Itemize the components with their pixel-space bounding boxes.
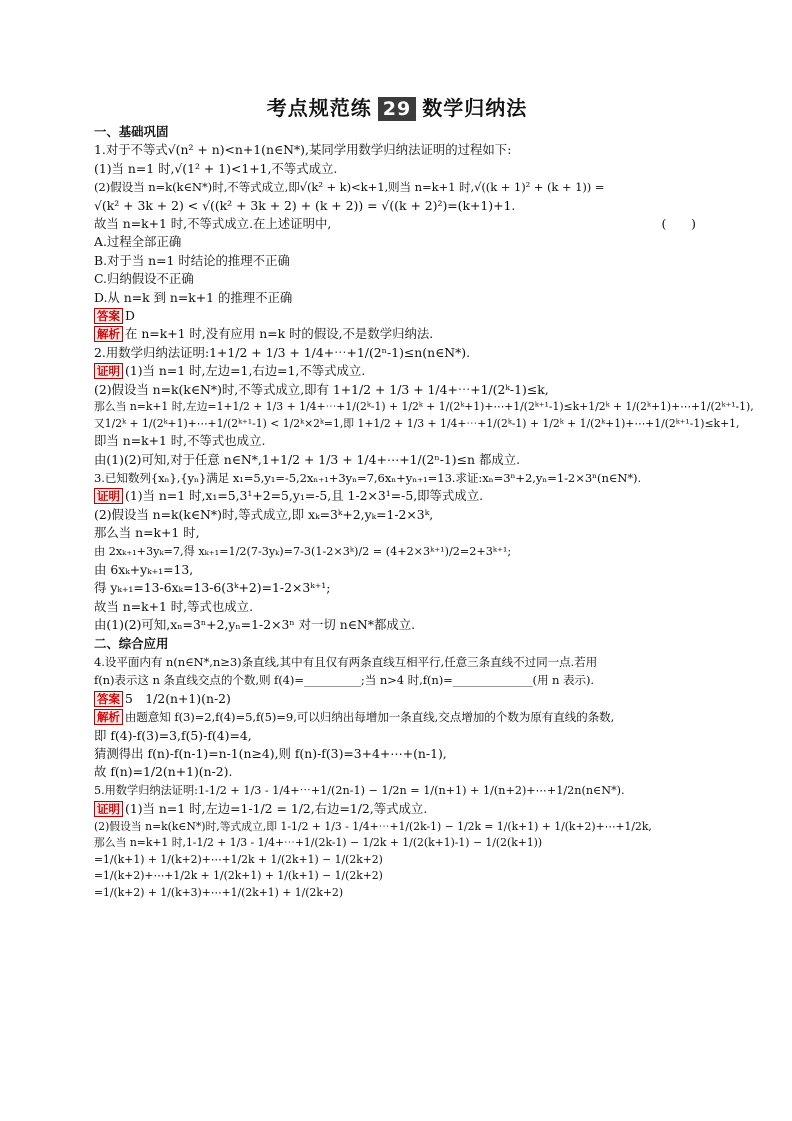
q3-line-2-text: (1)当 n=1 时,x₁=5,3¹+2=5,y₁=-5,且 1-2×3¹=-5,即等式成立. — [125, 488, 484, 504]
q3-line-9: 由(1)(2)可知,xₙ=3ⁿ+2,yₙ=1-2×3ⁿ 对一切 n∈N*都成立. — [94, 617, 416, 633]
option-b: B.对于当 n=1 时结论的推理不正确 — [94, 252, 290, 268]
q1-analysis-text: 在 n=k+1 时,没有应用 n=k 时的假设,不是数学归纳法. — [125, 326, 434, 342]
q3-line-2 — [94, 487, 700, 505]
option-a: A.过程全部正确 — [94, 234, 182, 250]
analysis-tag: 解析 — [94, 326, 123, 342]
q3-line-1: 3.已知数列{xₙ},{yₙ}满足 x₁=5,y₁=-5,2xₙ₊₁+3yₙ=7,6xₙ+yₙ₊₁=13.求证:xₙ=3ⁿ+2,yₙ=1-2×3ⁿ(n∈N*). — [94, 470, 642, 485]
q3-line-7: 得 yₖ₊₁=13-6xₖ=13-6(3ᵏ+2)=1-2×3ᵏ⁺¹; — [94, 580, 331, 596]
q3-line-5: 由 2xₖ₊₁+3yₖ=7,得 xₖ₊₁=1/2(7-3yₖ)=7-3(1-2×3ᵏ)/2 = (4+2×3ᵏ⁺¹)/2=2+3ᵏ⁺¹; — [94, 544, 512, 558]
question-3 — [94, 469, 700, 635]
q4-answer — [94, 690, 700, 708]
question-5 — [94, 782, 700, 901]
q5-line-4: 那么当 n=k+1 时,1-1/2 + 1/3 - 1/4+⋯+1/(2k-1) − 1/2k + 1/(2(k+1)-1) − 1/(2(k+1)) — [94, 836, 543, 850]
question-1 — [94, 141, 700, 343]
q1-line-5 — [94, 215, 700, 233]
q2-line-7: 由(1)(2)可知,对于任意 n∈N*,1+1/2 + 1/3 + 1/4+⋯+1/(2ⁿ-1)≤n 都成立. — [94, 451, 521, 467]
question-4 — [94, 653, 700, 782]
section-heading-comprehensive: 二、综合应用 — [94, 635, 169, 651]
title-number-badge: 29 — [378, 97, 416, 121]
q2-line-2-text: (1)当 n=1 时,左边=1,右边=1,不等式成立. — [125, 363, 366, 379]
q1-line-3: (2)假设当 n=k(k∈N*)时,不等式成立,即√(k² + k)<k+1,则当 n=k+1 时,√((k + 1)² + (k + 1)) = — [94, 180, 605, 195]
q5-line-3: (2)假设当 n=k(k∈N*)时,等式成立,即 1-1/2 + 1/3 - 1/4+⋯+1/(2k-1) − 1/2k = 1/(k+1) + 1/(k+2)+⋯+1/2k, — [94, 819, 652, 833]
q2-line-3: (2)假设当 n=k(k∈N*)时,不等式成立,即有 1+1/2 + 1/3 + 1/4+⋯+1/(2ᵏ-1)≤k, — [94, 381, 549, 397]
q2-line-2 — [94, 362, 700, 380]
q4-line-1: 4.设平面内有 n(n∈N*,n≥3)条直线,其中有且仅有两条直线互相平行,任意三条直线不过同一点.若用 — [94, 654, 598, 669]
q1-line-5-text: 故当 n=k+1 时,不等式成立.在上述证明中, — [94, 216, 332, 232]
q1-line-1: 1.对于不等式√(n² + n)<n+1(n∈N*),某同学用数学归纳法证明的过程如下: — [94, 142, 512, 158]
q5-line-2-text: (1)当 n=1 时,左边=1-1/2 = 1/2,右边=1/2,等式成立. — [125, 801, 428, 817]
q1-line-2: (1)当 n=1 时,√(1² + 1)<1+1,不等式成立. — [94, 160, 338, 176]
proof-tag: 证明 — [94, 488, 123, 504]
q3-line-4: 那么当 n=k+1 时, — [94, 525, 200, 541]
q5-line-6: =1/(k+2)+⋯+1/2k + 1/(2k+1) + 1/(k+1) − 1/(2k+2) — [94, 869, 383, 883]
q1-line-4: √(k² + 3k + 2) < √((k² + 3k + 2) + (k + 2)) = √((k + 2)²)=(k+1)+1. — [94, 197, 516, 213]
q2-line-6: 即当 n=k+1 时,不等式也成立. — [94, 433, 266, 449]
q4-answer-value: 5 1/2(n+1)(n-2) — [125, 690, 231, 706]
q2-line-4: 那么当 n=k+1 时,左边=1+1/2 + 1/3 + 1/4+⋯+1/(2ᵏ-1) + 1/2ᵏ + 1/(2ᵏ+1)+⋯+1/(2ᵏ⁺¹-1)≤k+1/2ᵏ + 1/(2ᵏ+1)+⋯+1/(2ᵏ⁺¹-1), — [94, 400, 754, 414]
q3-line-6: 由 6xₖ+yₖ₊₁=13, — [94, 561, 194, 577]
q4-line-2: f(n)表示这 n 条直线交点的个数,则 f(4)=__________;当 n>4 时,f(n)=______________(用 n 表示). — [94, 673, 594, 688]
proof-tag: 证明 — [94, 801, 123, 817]
q4-line-4: 即 f(4)-f(3)=3,f(5)-f(4)=4, — [94, 727, 252, 743]
q1-answer-value: D — [125, 308, 135, 324]
option-d: D.从 n=k 到 n=k+1 的推理不正确 — [94, 289, 293, 305]
answer-tag: 答案 — [94, 691, 123, 707]
q4-line-6: 故 f(n)=1/2(n+1)(n-2). — [94, 764, 233, 780]
proof-tag: 证明 — [94, 363, 123, 379]
answer-blank-paren: ( ) — [661, 216, 696, 232]
q4-analysis-text: 由题意知 f(3)=2,f(4)=5,f(5)=9,可以归纳出每增加一条直线,交点增加的个数为原有直线的条数, — [124, 710, 615, 725]
answer-tag: 答案 — [94, 308, 123, 324]
question-2 — [94, 344, 754, 469]
q3-line-8: 故当 n=k+1 时,等式也成立. — [94, 598, 254, 614]
q5-line-5: =1/(k+1) + 1/(k+2)+⋯+1/2k + 1/(2k+1) − 1/(2k+2) — [94, 852, 383, 866]
page-title — [94, 95, 700, 121]
section-heading-basic: 一、基础巩固 — [94, 124, 169, 139]
q2-line-1: 2.用数学归纳法证明:1+1/2 + 1/3 + 1/4+⋯+1/(2ⁿ-1)≤n(n∈N*). — [94, 344, 471, 360]
title-suffix: 数学归纳法 — [422, 96, 528, 120]
worksheet-page — [94, 95, 754, 901]
q5-line-1: 5.用数学归纳法证明:1-1/2 + 1/3 - 1/4+⋯+1/(2n-1) − 1/2n = 1/(n+1) + 1/(n+2)+⋯+1/2n(n∈N*). — [94, 783, 625, 797]
q4-analysis — [94, 708, 700, 726]
q1-answer — [94, 307, 700, 325]
title-prefix: 考点规范练 — [266, 96, 372, 120]
q5-line-7: =1/(k+2) + 1/(k+3)+⋯+1/(2k+1) + 1/(2k+2) — [94, 885, 344, 899]
q3-line-3: (2)假设当 n=k(k∈N*)时,等式成立,即 xₖ=3ᵏ+2,yₖ=1-2×3ᵏ, — [94, 506, 434, 522]
q5-line-2 — [94, 800, 700, 818]
option-c: C.归纳假设不正确 — [94, 271, 194, 287]
q1-analysis — [94, 325, 700, 343]
q4-line-5: 猜测得出 f(n)-f(n-1)=n-1(n≥4),则 f(n)-f(3)=3+4+⋯+(n-1), — [94, 746, 447, 761]
q2-line-5: 又1/2ᵏ + 1/(2ᵏ+1)+⋯+1/(2ᵏ⁺¹-1) < 1/2ᵏ×2ᵏ=1,即 1+1/2 + 1/3 + 1/4+⋯+1/(2ᵏ-1) + 1/2ᵏ + 1/(2ᵏ+1)+⋯+1/(2ᵏ⁺¹-1)≤k+1, — [94, 416, 740, 430]
analysis-tag: 解析 — [94, 709, 123, 725]
